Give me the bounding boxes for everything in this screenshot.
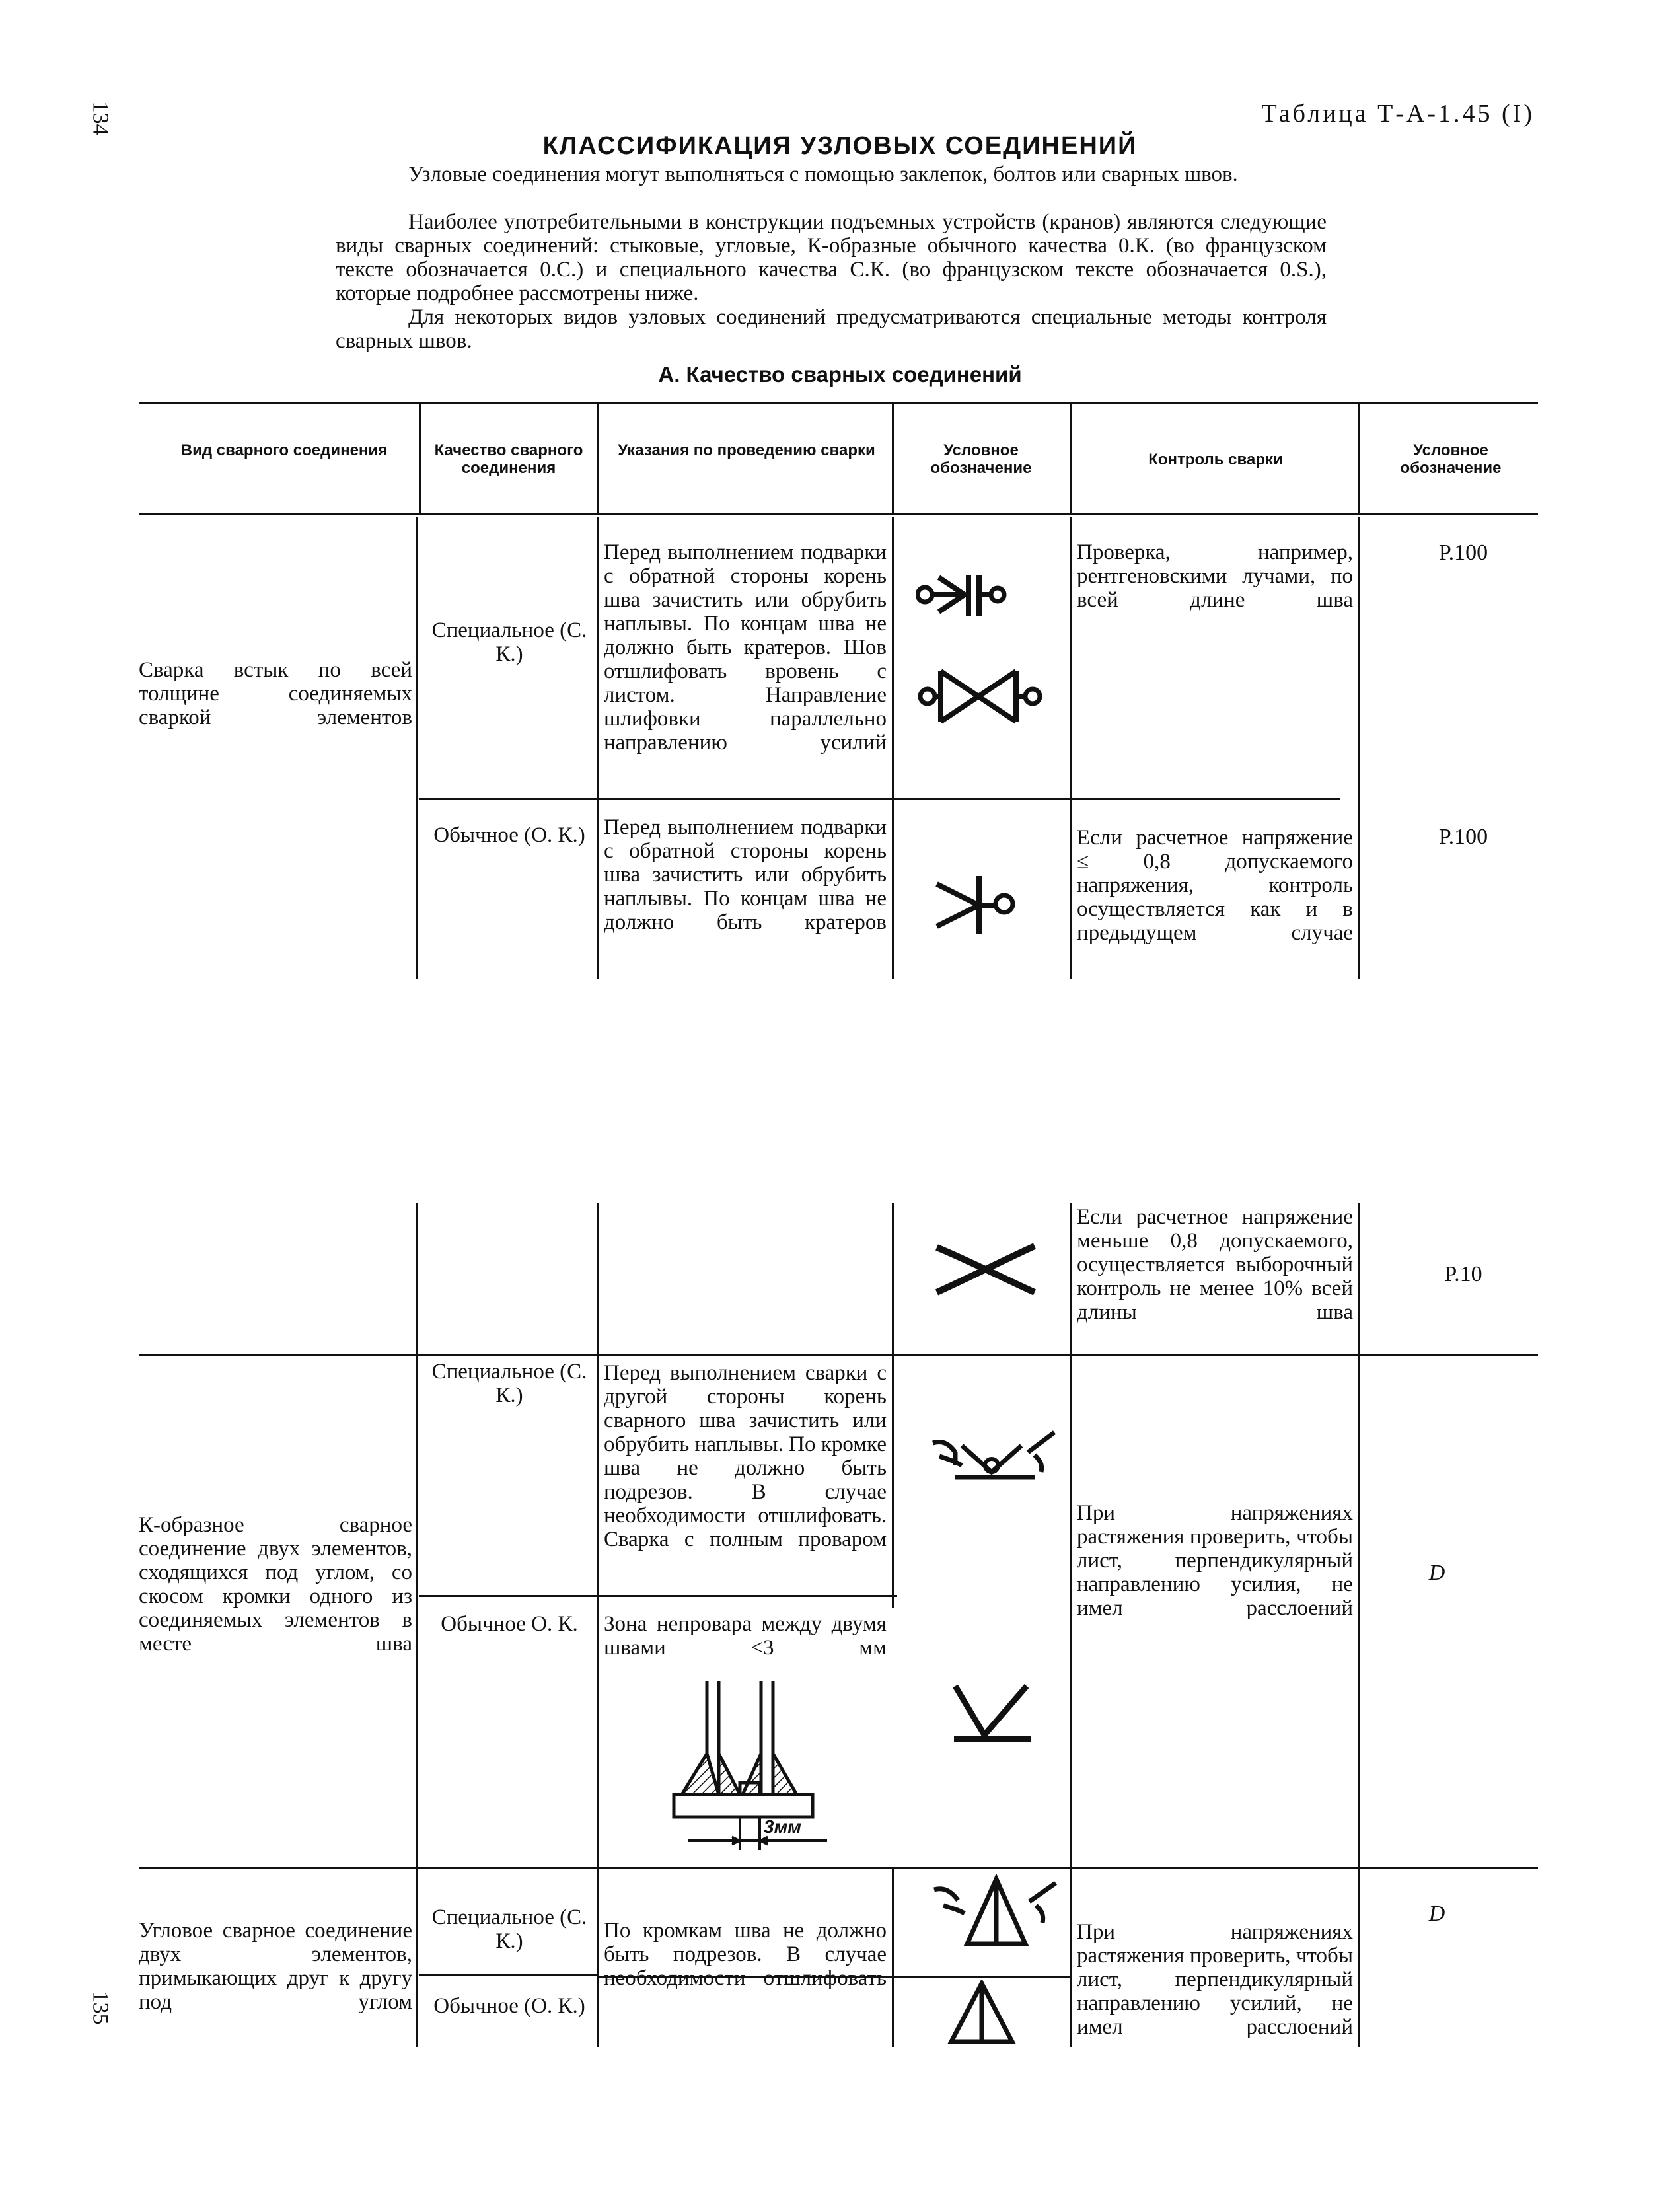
weld-symbol-butt-selective	[933, 1240, 1039, 1299]
instructions-ordinary: Зона непровара между двумя швами <3 мм	[604, 1612, 887, 1660]
k-joint-figure	[669, 1677, 840, 1855]
row-divider	[139, 1867, 1538, 1869]
intro-paragraph-3: Для некоторых видов узловых соединений предусматриваются специальные методы контроля сварных швов.	[336, 305, 1327, 353]
col-header-control-code: Условное обозначение	[1400, 441, 1502, 477]
quality-special: Специальное (С. К.)	[431, 1906, 587, 1953]
col-header-control: Контроль сварки	[1148, 451, 1283, 468]
col-divider	[1070, 1867, 1072, 2047]
joint-type-angle: Угловое сварное соединение двух элементов, примыкающих друг к другу под углом	[139, 1919, 412, 2014]
weld-symbol-butt-special-2	[918, 665, 1044, 725]
table-reference: Таблица Т-А-1.45 (I)	[1261, 100, 1535, 128]
col-divider	[1358, 1354, 1360, 1867]
joint-type-butt: Сварка встык по всей толщине соединяемых сваркой элементов	[139, 658, 412, 729]
col-divider	[416, 1354, 418, 1867]
col-divider	[1070, 402, 1072, 513]
col-divider	[597, 1354, 599, 1867]
weld-symbol-k-special	[929, 1426, 1061, 1485]
col-divider	[1358, 1867, 1360, 2047]
joint-type-k: К-образное сварное соединение двух элементов, сходящихся под углом, со скосом кромки одного из соединяемых элементов в месте шва	[139, 1513, 412, 1656]
col-header-joint-type: Вид сварного соединения	[180, 441, 388, 459]
dimension-label: 3мм	[764, 1816, 801, 1837]
control-text: Если расчетное напряжение ≤ 0,8 допускаемого напряжения, контроль осуществляется как и в предыдущем случае	[1077, 826, 1353, 945]
col-divider	[1070, 1354, 1072, 1867]
col-divider	[1358, 517, 1360, 979]
col-divider	[892, 402, 894, 513]
control-text: Проверка, например, рентгеновскими лучами, по всей длине шва	[1077, 540, 1353, 612]
col-divider	[892, 1867, 894, 2047]
col-divider	[1070, 517, 1072, 979]
col-divider	[597, 1203, 599, 1354]
section-title: А. Качество сварных соединений	[658, 362, 1022, 387]
intro-paragraph-1: Узловые соединения могут выполняться с помощью заклепок, болтов или сварных швов.	[408, 163, 1238, 186]
instructions-special: Перед выполнением сварки с другой стороны корень сварного шва зачистить или обрубить наплывы. По кромке шва не должно быть подрезов. В случае необходимости отшлифовать. Сварка с полным проваром	[604, 1361, 887, 1551]
table-top-rule	[139, 402, 1538, 404]
page-number-bottom: 135	[88, 1991, 113, 2025]
col-divider	[1358, 402, 1360, 513]
page-number-top: 134	[88, 101, 113, 135]
row-divider	[419, 1595, 897, 1597]
col-divider	[597, 517, 599, 979]
instructions-special: Перед выполнением подварки с обратной стороны корень шва зачистить или обрубить наплывы. По концам шва не должно быть кратеров. Шов отшлифовать вровень с листом. Направление шлифовки параллельно направлению усилий	[604, 540, 887, 755]
col-divider	[416, 1203, 418, 1354]
quality-ordinary: Обычное О. К.	[441, 1612, 578, 1636]
col-header-symbol: Условное обозначение	[930, 441, 1032, 477]
row-divider	[139, 1354, 1538, 1356]
table-header-rule	[139, 513, 1538, 515]
col-divider	[892, 1203, 894, 1354]
col-divider	[1070, 1203, 1072, 1354]
control-code: Р.100	[1438, 540, 1488, 565]
instructions-ordinary: Перед выполнением подварки с обратной стороны корень шва зачистить или обрубить наплывы. По концам шва не должно быть кратеров	[604, 815, 887, 934]
page-title: КЛАССИФИКАЦИЯ УЗЛОВЫХ СОЕДИНЕНИЙ	[542, 132, 1138, 160]
weld-symbol-butt-special-1	[916, 568, 1008, 621]
col-divider	[1358, 1203, 1360, 1354]
control-text: При напряжениях растяжения проверить, чтобы лист, перпендикулярный направлению усилия, не имел расслоений	[1077, 1501, 1353, 1620]
col-divider	[416, 1867, 418, 2047]
weld-symbol-angle-ordinary	[939, 1980, 1025, 2046]
row-divider	[419, 798, 1340, 800]
control-text: При напряжениях растяжения проверить, чтобы лист, перпендикулярный направлению усилий, не имел расслоений	[1077, 1920, 1353, 2039]
weld-symbol-angle-special	[930, 1874, 1062, 1953]
quality-ordinary: Обычное (О. К.)	[433, 1994, 585, 2018]
quality-ordinary: Обычное (О. К.)	[433, 823, 585, 847]
row-divider	[419, 1974, 597, 1976]
quality-special: Специальное (С. К.)	[431, 1360, 587, 1407]
intro-paragraph-2: Наиболее употребительными в конструкции подъемных устройств (кранов) являются следующие виды сварных соединений: стыковые, угловые, К-образные обычного качества 0.К. (во французском тексте обозначается 0.С.) и специального качества С.К. (во французском тексте обозначается 0.S.), которые подробнее рассмотрены ниже.	[336, 210, 1327, 305]
col-divider	[892, 517, 894, 979]
control-text-selective: Если расчетное напряжение меньше 0,8 допускаемого, осуществляется выборочный контроль не менее 10% всей длины шва	[1077, 1205, 1353, 1324]
col-header-quality: Качество сварного соединения	[434, 441, 583, 477]
instructions-angle: По кромкам шва не должно быть подрезов. В случае необходимости отшлифовать	[604, 1919, 887, 1990]
control-code: Р.100	[1438, 825, 1488, 849]
col-divider	[892, 1354, 894, 1608]
weld-symbol-butt-ordinary	[933, 872, 1019, 938]
col-divider	[597, 402, 599, 513]
control-code: D	[1428, 1561, 1445, 1585]
control-code: D	[1428, 1902, 1445, 1926]
control-code: Р.10	[1444, 1262, 1482, 1286]
weld-symbol-k-ordinary	[949, 1678, 1035, 1744]
quality-special: Специальное (С. К.)	[431, 618, 587, 666]
col-divider	[597, 1867, 599, 2047]
col-divider	[416, 517, 418, 979]
col-header-instructions: Указания по проведению сварки	[618, 441, 875, 459]
